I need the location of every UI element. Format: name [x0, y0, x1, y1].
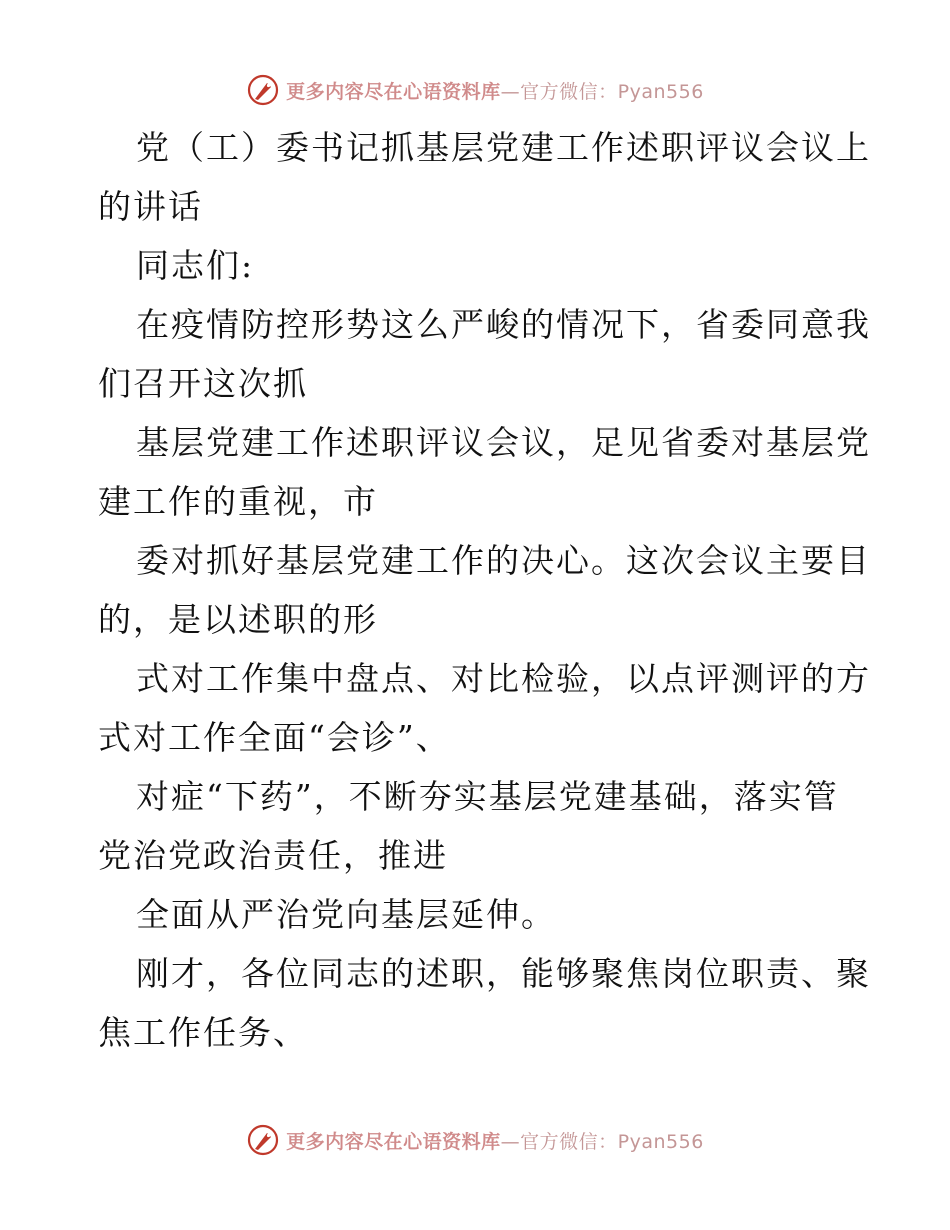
- document-line: 基层党建工作述职评议会议，足见省委对基层党: [136, 423, 871, 462]
- document-line: 刚才，各位同志的述职，能够聚焦岗位职责、聚: [136, 954, 871, 993]
- document-line: 党治党政治责任，推进: [98, 836, 448, 875]
- watermark-light-text: —官方微信：Pyan556: [500, 1130, 704, 1153]
- document-line: 们召开这次抓: [98, 364, 308, 403]
- document-line: 党（工）委书记抓基层党建工作述职评议会议上: [136, 128, 871, 167]
- watermark-strong-text: 更多内容尽在心语资料库: [286, 80, 501, 103]
- document-line: 在疫情防控形势这么严峻的情况下，省委同意我: [136, 305, 871, 344]
- document-body: [98, 118, 871, 1062]
- document-line: 建工作的重视，市: [98, 482, 378, 521]
- watermark-strong-text: 更多内容尽在心语资料库: [286, 1130, 501, 1153]
- watermark-text: [286, 1127, 704, 1154]
- pen-nib-logo-icon: [246, 73, 280, 107]
- document-line: 同志们:: [136, 246, 255, 285]
- watermark-light-text: —官方微信：Pyan556: [500, 80, 704, 103]
- header-watermark: [0, 70, 950, 110]
- watermark-text: [286, 77, 704, 104]
- document-line: 焦工作任务、: [98, 1013, 308, 1052]
- document-line: 全面从严治党向基层延伸。: [136, 895, 556, 934]
- document-line: 的，是以述职的形: [98, 600, 378, 639]
- footer-watermark: [0, 1120, 950, 1160]
- document-line: 的讲话: [98, 187, 203, 226]
- document-line: 式对工作全面“会诊”、: [98, 718, 451, 757]
- document-line: 委对抓好基层党建工作的决心。这次会议主要目: [136, 541, 871, 580]
- document-line: 式对工作集中盘点、对比检验，以点评测评的方: [136, 659, 871, 698]
- document-line: 对症“下药”，不断夯实基层党建基础，落实管: [136, 777, 839, 816]
- pen-nib-logo-icon: [246, 1123, 280, 1157]
